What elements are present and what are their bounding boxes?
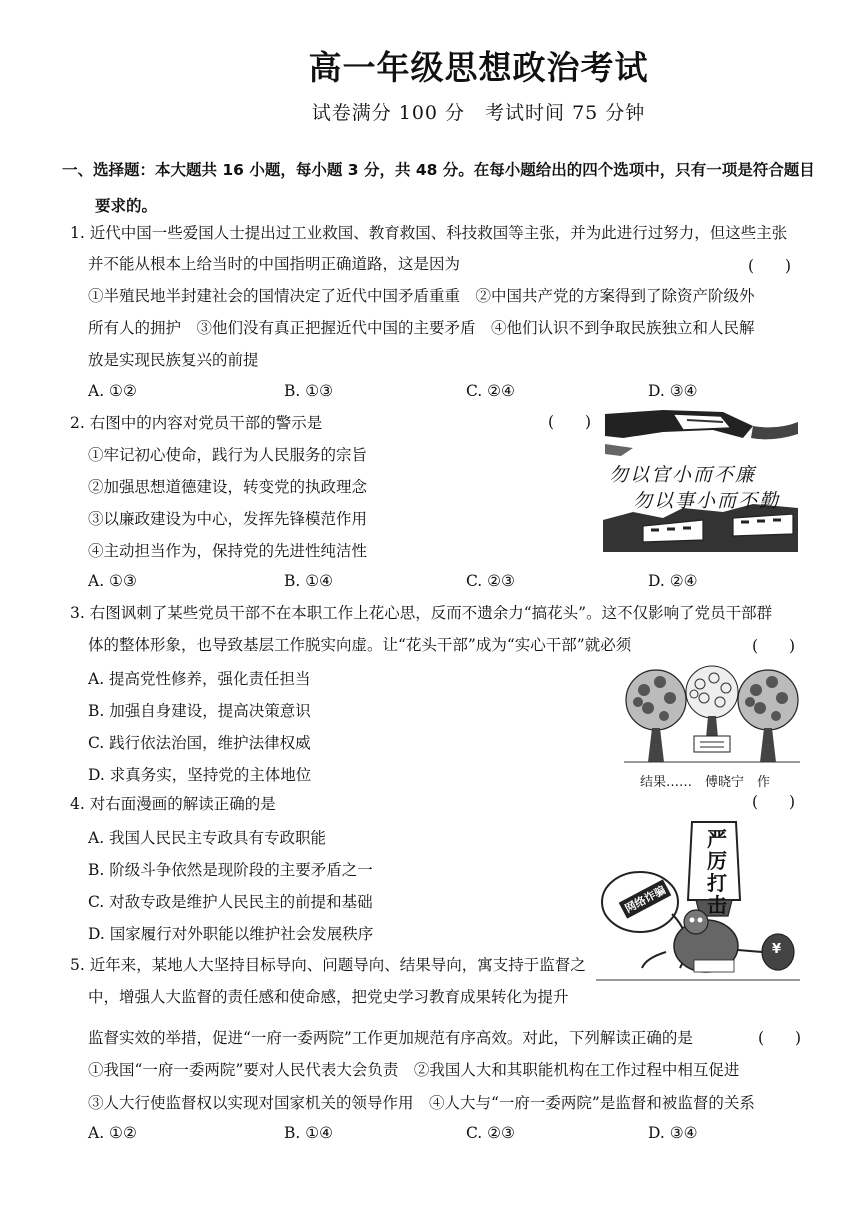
q3-option-d: D. 求真务实，坚持党的主体地位 (88, 766, 312, 784)
q2-statement-1: ①牢记初心使命，践行为人民服务的宗旨 (88, 446, 368, 464)
q5-option-d: D. ③④ (648, 1124, 698, 1142)
q1-choice-line1: ①半殖民地半封建社会的国情决定了近代中国矛盾重重 ②中国共产党的方案得到了除资产阶级外 (88, 287, 755, 305)
q4-net-label: 网络诈骗 (619, 879, 672, 918)
section-heading-line1: 一、选择题：本大题共 16 小题，每小题 3 分，共 48 分。在每小题给出的四个选项中，只有一项是符合题目 (62, 161, 815, 179)
q4-option-d: D. 国家履行对外职能以维护社会发展秩序 (88, 925, 374, 943)
q1-option-a: A. ①② (88, 382, 137, 400)
q1-choice-line2: 所有人的拥护 ③他们没有真正把握近代中国的主要矛盾 ④他们认识不到争取民族独立和人民解 (88, 319, 755, 337)
q3-option-a: A. 提高党性修养，强化责任担当 (88, 670, 311, 688)
q2-option-c: C. ②③ (466, 572, 515, 590)
q3-cartoon-caption: 结果…… 傅晓宁 作 (640, 775, 771, 790)
exam-subtitle: 试卷满分 100 分 考试时间 75 分钟 (311, 102, 646, 124)
q3-option-b: B. 加强自身建设，提高决策意识 (88, 702, 311, 720)
q3-stem-line2: 体的整体形象，也导致基层工作脱实向虚。让“花头干部”成为“实心干部”就必须 (88, 636, 632, 654)
q2-calligraphy-line2: 勿以事小而不勤 (633, 490, 781, 512)
q5-option-c: C. ②③ (466, 1124, 515, 1142)
q2-option-d: D. ②④ (648, 572, 698, 590)
q3-stem-line1: 3. 右图讽刺了某些党员干部不在本职工作上花心思，反而不遗余力“搞花头”。这不仅影响了党员干部群 (70, 604, 773, 622)
q4-money-symbol: ¥ (772, 942, 782, 957)
q4-option-a: A. 我国人民民主专政具有专政职能 (88, 829, 327, 847)
q5-option-a: A. ①② (88, 1124, 137, 1142)
q3-option-c: C. 践行依法治国，维护法律权威 (88, 734, 311, 752)
q1-option-b: B. ①③ (284, 382, 334, 400)
q5-option-b: B. ①④ (284, 1124, 334, 1142)
q4-stem: 4. 对右面漫画的解读正确的是 (70, 795, 276, 813)
q4-answer-paren: ( ) (752, 793, 796, 811)
q2-stem: 2. 右图中的内容对党员干部的警示是 (70, 414, 323, 432)
q5-choice-line2: ③人大行使监督权以实现对国家机关的领导作用 ④人大与“一府一委两院”是监督和被监督的关系 (88, 1094, 755, 1112)
q1-option-d: D. ③④ (648, 382, 698, 400)
q1-stem-line2: 并不能从根本上给当时的中国指明正确道路，这是因为 (88, 255, 461, 273)
q2-option-b: B. ①④ (284, 572, 334, 590)
q2-statement-3: ③以廉政建设为中心，发挥先锋模范作用 (88, 510, 368, 528)
q2-statement-4: ④主动担当作为，保持党的先进性纯洁性 (88, 542, 368, 560)
q4-option-b: B. 阶级斗争依然是现阶段的主要矛盾之一 (88, 861, 373, 879)
q1-option-c: C. ②④ (466, 382, 515, 400)
q2-answer-paren: ( ) (548, 413, 592, 431)
q5-stem-line2: 中，增强人大监督的责任感和使命感，把党史学习教育成果转化为提升 (88, 988, 569, 1006)
q2-option-a: A. ①③ (88, 572, 137, 590)
q5-choice-line1: ①我国“一府一委两院”要对人民代表大会负责 ②我国人大和其职能机构在工作过程中相互促进 (88, 1061, 740, 1079)
q5-stem-line1: 5. 近年来，某地人大坚持目标导向、问题导向、结果导向，寓支持于监督之 (70, 956, 586, 974)
q2-calligraphy-illustration (603, 408, 798, 552)
q4-stamp-text: 严厉打击 (707, 827, 727, 917)
section-heading-line2: 要求的。 (95, 197, 158, 215)
q4-option-c: C. 对敌专政是维护人民民主的前提和基础 (88, 893, 373, 911)
q2-statement-2: ②加强思想道德建设，转变党的执政理念 (88, 478, 368, 496)
q4-fraud-crackdown-cartoon (596, 818, 800, 984)
q1-choice-line3: 放是实现民族复兴的前提 (88, 351, 259, 369)
q5-answer-paren: ( ) (758, 1029, 802, 1047)
q1-answer-paren: ( ) (748, 257, 792, 275)
q3-flower-trees-cartoon (624, 662, 800, 766)
q5-stem-line3: 监督实效的举措，促进“一府一委两院”工作更加规范有序高效。对此，下列解读正确的是 (88, 1029, 693, 1047)
q2-calligraphy-line1: 勿以官小而不廉 (609, 464, 757, 486)
page-title: 高一年级思想政治考试 (308, 48, 649, 87)
q1-stem-line1: 1. 近代中国一些爱国人士提出过工业救国、教育救国、科技救国等主张，并为此进行过努力，但这些主张 (70, 224, 788, 242)
q3-answer-paren: ( ) (752, 637, 796, 655)
